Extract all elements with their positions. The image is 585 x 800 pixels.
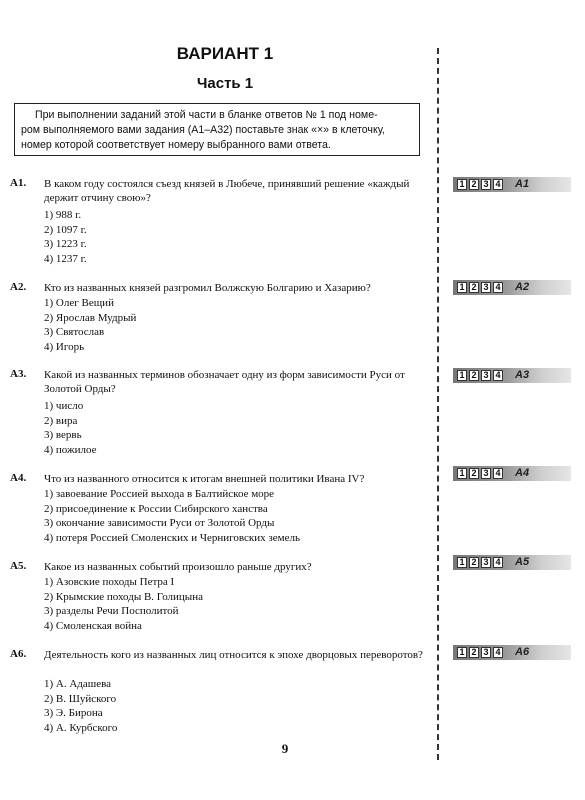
question-text: Кто из названных князей разгромил Волжскую Болгарию и Хазарию? — [44, 282, 371, 294]
answer-code: А5 — [515, 556, 530, 568]
option: 2) 1097 г. — [44, 223, 87, 236]
option: 4) А. Курбского — [44, 721, 118, 734]
answer-strip-a5 — [453, 555, 571, 570]
option: 1) число — [44, 400, 84, 412]
answer-code: А4 — [515, 467, 530, 479]
answer-box-2[interactable]: 2 — [469, 179, 479, 190]
page-number: 9 — [281, 741, 289, 756]
option: 4) Смоленская война — [44, 619, 142, 632]
options-list — [44, 677, 117, 735]
option: 4) Игорь — [44, 340, 85, 353]
options-list — [44, 399, 97, 457]
answer-box-3[interactable]: 3 — [481, 647, 491, 658]
answer-code: А1 — [515, 178, 530, 190]
instructions-box — [14, 103, 420, 156]
option: 3) 1223 г. — [44, 238, 87, 250]
answer-box-1[interactable]: 1 — [457, 647, 467, 658]
answer-strip-a2 — [453, 280, 571, 295]
answer-box-3[interactable]: 3 — [481, 557, 491, 568]
answer-box-4[interactable]: 4 — [493, 370, 503, 381]
question-text: Какое из названных событий произошло раньше других? — [44, 561, 312, 573]
answer-strip-a6 — [453, 645, 571, 660]
part-title: Часть 1 — [196, 75, 254, 92]
option: 4) пожилое — [44, 443, 97, 456]
question-number: А4. — [10, 472, 27, 484]
answer-box-2[interactable]: 2 — [469, 282, 479, 293]
answer-box-3[interactable]: 3 — [481, 179, 491, 190]
option: 1) 988 г. — [44, 209, 82, 221]
question-text: Деятельность кого из названных лиц относится к эпохе дворцовых переворотов? — [44, 649, 423, 661]
option: 1) Олег Вещий — [44, 297, 114, 309]
answer-box-1[interactable]: 1 — [457, 557, 467, 568]
option: 1) А. Адашева — [44, 678, 112, 690]
answer-box-4[interactable]: 4 — [493, 282, 503, 293]
option: 4) потеря Россией Смоленских и Черниговских земель — [44, 531, 300, 544]
option: 2) вира — [44, 414, 78, 427]
answer-box-3[interactable]: 3 — [481, 468, 491, 479]
answer-box-4[interactable]: 4 — [493, 468, 503, 479]
option: 4) 1237 г. — [44, 252, 87, 265]
answer-box-4[interactable]: 4 — [493, 179, 503, 190]
answer-box-1[interactable]: 1 — [457, 179, 467, 190]
option: 1) завоевание Россией выхода в Балтийское море — [44, 488, 275, 500]
option: 3) разделы Речи Посполитой — [44, 605, 179, 617]
answer-box-4[interactable]: 4 — [493, 557, 503, 568]
option: 3) Святослав — [44, 326, 105, 338]
option: 3) Э. Бирона — [44, 707, 103, 719]
option: 2) Крымские походы В. Голицына — [44, 590, 203, 603]
option: 3) окончание зависимости Руси от Золотой Орды — [44, 517, 275, 529]
question-number: А6. — [10, 648, 27, 660]
option: 2) присоединение к России Сибирского ханства — [44, 502, 268, 515]
answer-box-1[interactable]: 1 — [457, 370, 467, 381]
answer-box-3[interactable]: 3 — [481, 282, 491, 293]
answer-box-1[interactable]: 1 — [457, 282, 467, 293]
answer-box-4[interactable]: 4 — [493, 647, 503, 658]
option: 3) вервь — [44, 429, 82, 441]
answer-box-2[interactable]: 2 — [469, 557, 479, 568]
question-number: А5. — [10, 560, 27, 572]
instructions-line: номер которой соответствует номеру выбранного вами ответа. — [21, 139, 331, 151]
question-number: А2. — [10, 281, 27, 293]
option: 2) Ярослав Мудрый — [44, 311, 137, 324]
options-list — [44, 575, 203, 633]
answer-strip-a4 — [453, 466, 571, 481]
answer-box-2[interactable]: 2 — [469, 468, 479, 479]
variant-title: ВАРИАНТ 1 — [176, 44, 274, 63]
answer-box-1[interactable]: 1 — [457, 468, 467, 479]
instructions-line: ром выполняемого вами задания (А1–А32) поставьте знак «×» в клеточку, — [21, 124, 385, 136]
instructions-line: При выполнении заданий этой части в бланке ответов № 1 под номе- — [35, 109, 378, 121]
answer-code: А2 — [515, 281, 530, 293]
question-number: А3. — [10, 368, 27, 380]
question-text: Какой из названных терминов обозначает одну из форм зависимости Руси от Золотой Орды? — [44, 369, 405, 395]
question-number: А1. — [10, 177, 27, 189]
question-text: В каком году состоялся съезд князей в Любече, принявший решение «каждый держит отчину свою»? — [44, 178, 410, 204]
options-list — [44, 296, 136, 354]
cut-line — [437, 48, 439, 760]
answer-strip-a1 — [453, 177, 571, 192]
options-list — [44, 208, 87, 266]
answer-box-3[interactable]: 3 — [481, 370, 491, 381]
question-text: Что из названного относится к итогам внешней политики Ивана IV? — [44, 473, 365, 485]
option: 1) Азовские походы Петра I — [44, 576, 175, 588]
answer-code: А6 — [515, 646, 530, 658]
answer-box-2[interactable]: 2 — [469, 647, 479, 658]
answer-code: А3 — [515, 369, 530, 381]
answer-box-2[interactable]: 2 — [469, 370, 479, 381]
option: 2) В. Шуйского — [44, 692, 117, 705]
options-list — [44, 487, 300, 545]
answer-strip-a3 — [453, 368, 571, 383]
